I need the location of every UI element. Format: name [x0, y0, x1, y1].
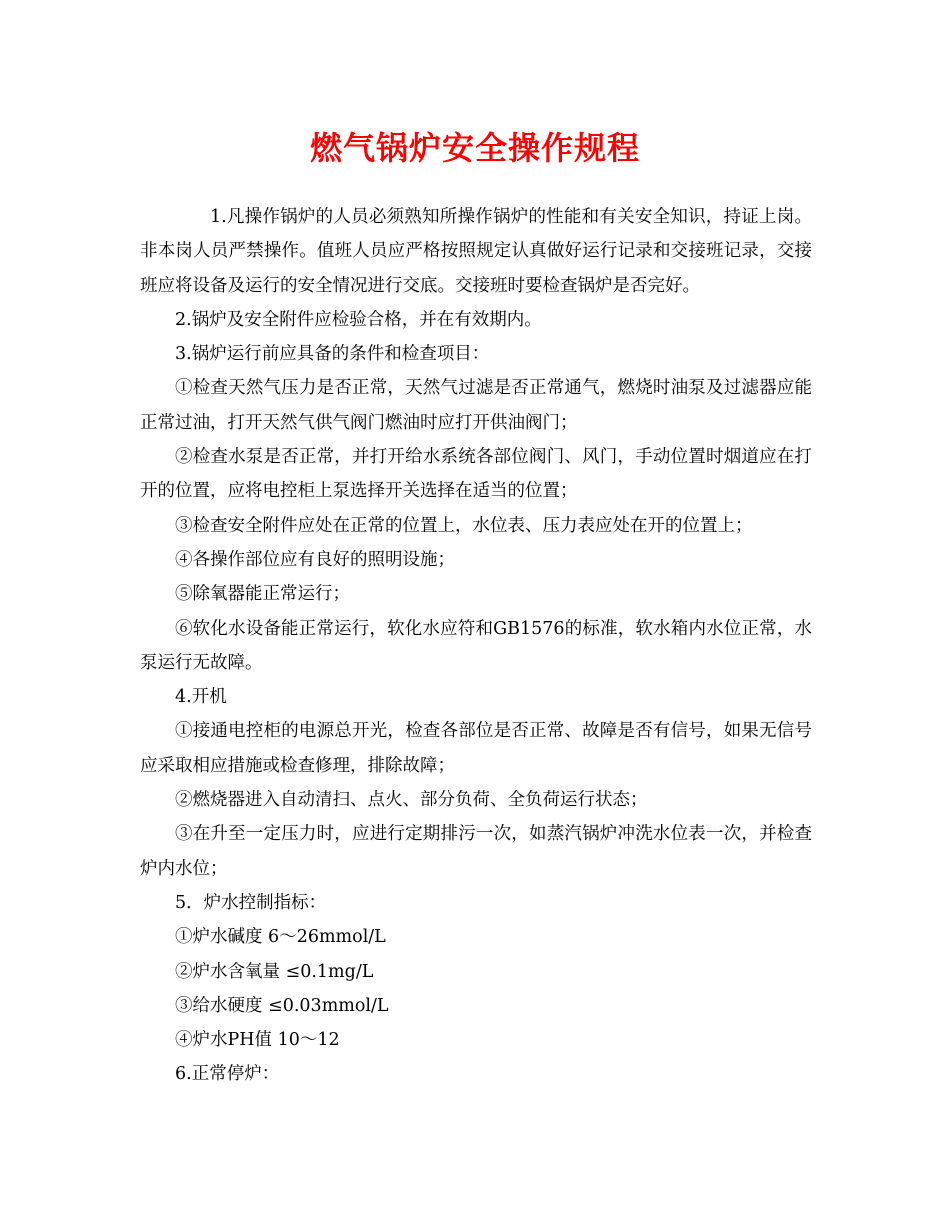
section-5-heading: 5．炉水控制指标： [175, 892, 327, 913]
startup-step-1: ①接通电控柜的电源总开光，检查各部位是否正常、故障是否有信号，如果无信号应采取相应措施或检查修理，排除故障； [140, 721, 812, 776]
water-indicator-1: ①炉水碱度 6～26mmol/L [175, 927, 386, 948]
document-body [140, 200, 812, 1092]
paragraph-1: 1.凡操作锅炉的人员必须熟知所操作锅炉的性能和有关安全知识，持证上岗。非本岗人员严禁操作。值班人员应严格按照规定认真做好运行记录和交接班记录，交接班应将设备及运行的安全情况进行交底。交接班时要检查锅炉是否完好。 [140, 207, 812, 296]
water-indicator-4: ④炉水PH值 10～12 [175, 1030, 340, 1051]
check-item-3: ③检查安全附件应处在正常的位置上，水位表、压力表应处在开的位置上； [175, 515, 753, 536]
document-title: 燃气锅炉安全操作规程 [309, 129, 640, 167]
water-indicator-2: ②炉水含氧量 ≤0.1mg/L [175, 961, 374, 982]
section-6-heading: 6.正常停炉： [175, 1064, 280, 1085]
check-item-2: ②检查水泵是否正常，并打开给水系统各部位阀门、风门，手动位置时烟道应在打开的位置，应将电控柜上泵选择开关选择在适当的位置； [140, 447, 812, 502]
water-indicator-3: ③给水硬度 ≤0.03mmol/L [175, 995, 389, 1016]
section-4-heading: 4.开机 [175, 687, 227, 708]
startup-step-2: ②燃烧器进入自动清扫、点火、部分负荷、全负荷运行状态； [175, 790, 648, 811]
check-item-6: ⑥软化水设备能正常运行，软化水应符和GB1576的标准，软水箱内水位正常，水泵运行无故障。 [140, 618, 812, 673]
paragraph-3: 3.锅炉运行前应具备的条件和检查项目： [175, 344, 490, 365]
check-item-4: ④各操作部位应有良好的照明设施； [175, 549, 455, 570]
check-item-1: ①检查天然气压力是否正常，天然气过滤是否正常通气，燃烧时油泵及过滤器应能正常过油，打开天然气供气阀门燃油时应打开供油阀门； [140, 378, 812, 433]
startup-step-3: ③在升至一定压力时，应进行定期排污一次，如蒸汽锅炉冲洗水位表一次，并检查炉内水位； [140, 824, 812, 879]
check-item-5: ⑤除氧器能正常运行； [175, 584, 350, 605]
paragraph-2: 2.锅炉及安全附件应检验合格，并在有效期内。 [175, 309, 542, 330]
